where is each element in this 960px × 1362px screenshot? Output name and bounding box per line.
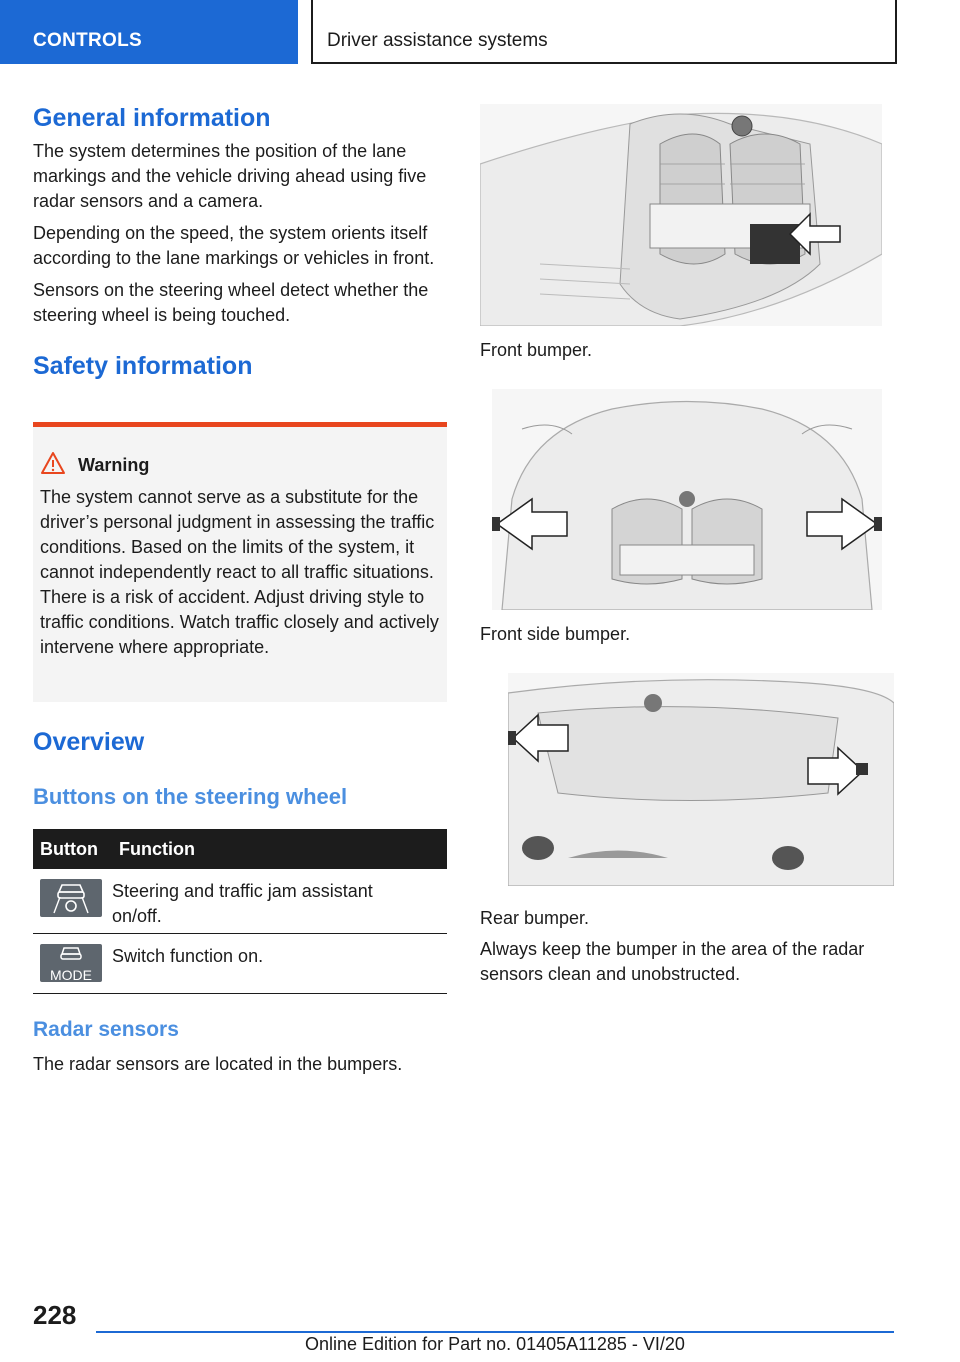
radar-sensors-heading: Radar sensors [33,1018,179,1041]
front-side-bumper-image [492,389,882,610]
warning-triangle-icon [40,451,66,475]
row1-function: Steering and traffic jam assistant on/off. [112,881,373,926]
general-info-p3: Sensors on the steering wheel detect whether the steering wheel is being touched. [33,280,429,325]
rear-bumper-image [508,673,894,886]
steering-assistant-button-icon [40,879,102,917]
warning-title: Warning [78,455,150,475]
mode-button-text: MODE [50,966,92,983]
header-section-tab [0,0,298,64]
general-info-p1: The system determines the position of the lane markings and the vehicle driving ahead using five radar sensors and a camera. [33,141,427,211]
table-header-function: Function [112,829,447,869]
rear-bumper-caption: Rear bumper. [480,908,590,928]
buttons-subheading: Buttons on the steering wheel [33,784,348,809]
header-chapter-box [311,0,897,64]
footer-edition: Online Edition for Part no. 01405A11285 - VI/20 [305,1334,685,1354]
warning-box [33,422,447,702]
buttons-table [33,829,447,994]
overview-heading: Overview [33,728,145,756]
table-row [33,933,447,993]
radar-cleaning-note: Always keep the bumper in the area of the radar sensors clean and unobstructed. [480,939,865,984]
left-column [33,100,447,381]
table-row [33,869,447,933]
front-bumper-image [480,104,882,326]
table-header-button: Button [33,829,112,869]
radar-sensors-text: The radar sensors are located in the bumpers. [33,1054,403,1074]
front-bumper-caption: Front bumper. [480,340,593,360]
mode-button-icon [40,944,102,982]
general-info-heading: General information [33,104,271,132]
page-number: 228 [33,1300,77,1330]
header-section-label: CONTROLS [33,30,143,51]
footer-rule [96,1331,894,1333]
header-chapter-label: Driver assistance systems [327,30,548,51]
general-info-p2: Depending on the speed, the system orients itself according to the lane markings or vehicles in front. [33,223,435,268]
safety-info-heading: Safety information [33,352,253,380]
front-side-bumper-caption: Front side bumper. [480,624,631,644]
warning-text: The system cannot serve as a substitute for the driver’s personal judgment in assessing the traffic conditions. Based on the limits of the system, it cannot independently react to all traffic situations. There is a risk of accident. Adjust driving style to traffic conditions. Watch traffic closely and actively intervene where appropriate. [40,487,439,657]
row2-function: Switch function on. [112,945,264,966]
